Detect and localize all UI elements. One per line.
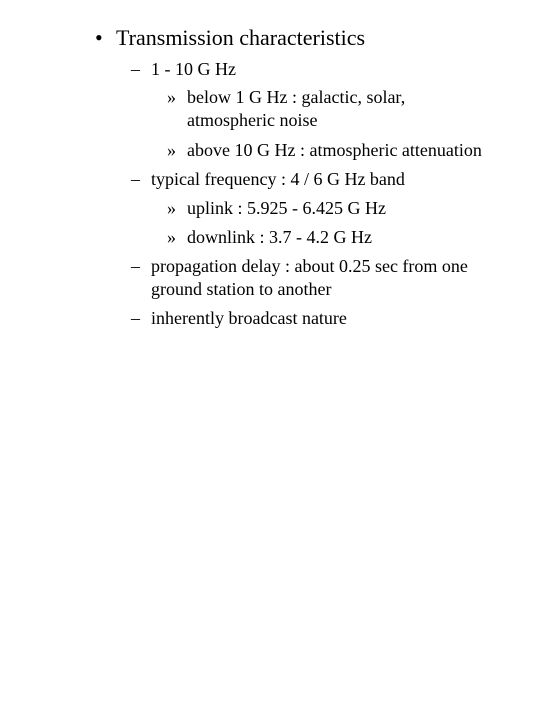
dash-marker: – — [131, 308, 140, 328]
sub-marker: » — [167, 87, 176, 107]
subitem-downlink: downlink : 3.7 - 4.2 G Hz — [187, 227, 372, 247]
subitem-below-1ghz-line1: below 1 G Hz : galactic, solar, — [187, 87, 406, 107]
dash-marker: – — [131, 256, 140, 276]
item-band-range: 1 - 10 G Hz — [151, 59, 236, 79]
sub-marker: » — [167, 227, 176, 247]
subitem-above-10ghz: above 10 G Hz : atmospheric attenuation — [187, 140, 482, 160]
dash-marker: – — [131, 59, 140, 79]
bullet-marker: • — [95, 25, 103, 50]
dash-marker: – — [131, 169, 140, 189]
item-propagation-delay-line1: propagation delay : about 0.25 sec from one — [151, 256, 468, 276]
item-typical-frequency: typical frequency : 4 / 6 G Hz band — [151, 169, 405, 189]
subitem-uplink: uplink : 5.925 - 6.425 G Hz — [187, 198, 386, 218]
sub-marker: » — [167, 140, 176, 160]
sub-marker: » — [167, 198, 176, 218]
item-propagation-delay-line2: ground station to another — [151, 279, 332, 299]
subitem-below-1ghz-line2: atmospheric noise — [187, 110, 318, 130]
item-broadcast-nature: inherently broadcast nature — [151, 308, 347, 328]
heading-transmission-characteristics: Transmission characteristics — [116, 25, 366, 50]
